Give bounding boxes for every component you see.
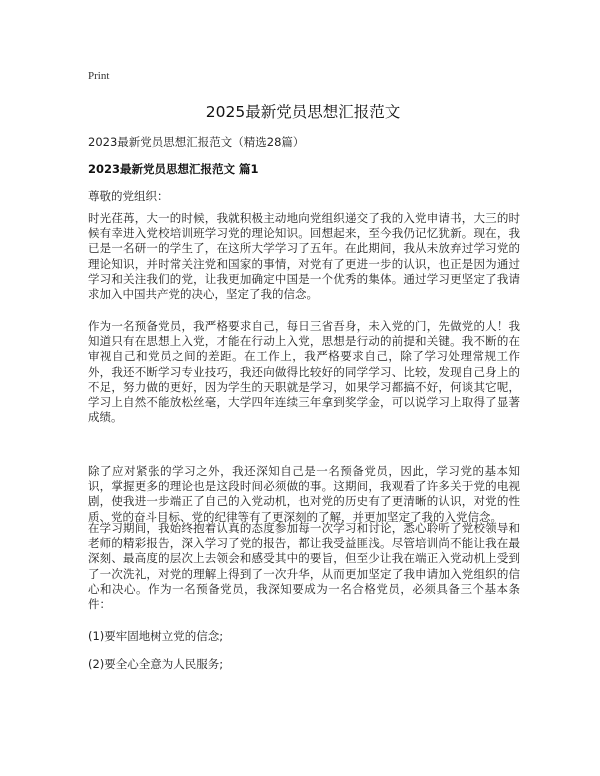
paragraph-3: 除了应对紧张的学习之外，我还深知自己是一名预备党员，因此，学习党的基本知识，掌握更多的理论也是这段时间必须做的事。这期间，我观看了许多关于党的电视剧，使我进一步端正了自己的入党动机，也对党的历史有了更清晰的认识，对党的性质、党的奋斗目标、党的纪律等有了更深刻的了解，并更加坚定了我的入党信念。 [88, 464, 520, 524]
paragraph-2: 作为一名预备党员，我严格要求自己，每日三省吾身，未入党的门，先做党的人！我知道只有在思想上入党，才能在行动上入党，思想是行动的前提和关键。我不断的在审视自己和党员之间的差距。在工作上，我严格要求自己，除了学习处理常规工作外，我还不断学习专业技巧，我还向做得比较好的同学学习、比较，发现自己身上的不足，努力做的更好，因为学生的天职就是学习，如果学习都搞不好，何谈其它呢，学习上自然不能放松丝毫，大学四年连续三年拿到奖学金，可以说学习上取得了显著成绩。 [88, 319, 520, 425]
list-item-1: (1)要牢固地树立党的信念; [88, 629, 224, 643]
document-subtitle: 2023最新党员思想汇报范文（精选28篇） [88, 135, 305, 149]
print-label[interactable]: Print [88, 70, 110, 82]
salutation: 尊敬的党组织： [88, 189, 169, 203]
list-item-2: (2)要全心全意为人民服务; [88, 657, 224, 671]
page-title: 2025最新党员思想汇报范文 [205, 103, 401, 121]
section-heading: 2023最新党员思想汇报范文 篇1 [88, 162, 259, 176]
paragraph-1: 时光荏苒，大一的时候，我就积极主动地向党组织递交了我的入党申请书，大三的时候有幸进入党校培训班学习党的理论知识。回想起来，至今我仍记忆犹新。现在，我已是一名研一的学生了，在这所大学学习了五年。在此期间，我从未放弃过学习党的理论知识，并时常关注党和国家的事情，对党有了更进一步的认识，也正是因为通过学习和关注我们的党，让我更加确定中国是一个优秀的集体。通过学习更坚定了我请求加入中国共产党的决心，坚定了我的信念。 [88, 211, 520, 302]
paragraph-4: 在学习期间，我始终抱着认真的态度参加每一次学习和讨论，悉心聆听了党校领导和老师的精彩报告，深入学习了党的报告，都让我受益匪浅。尽管培训尚不能让我在最深刻、最高度的层次上去领会和感受其中的要旨，但至少让我在端正入党动机上受到了一次洗礼，对党的理解上得到了一次升华，从而更加坚定了我申请加入党组织的信心和决心。作为一名预备党员，我深知要成为一名合格党员，必须具备三个基本条件： [88, 521, 520, 612]
